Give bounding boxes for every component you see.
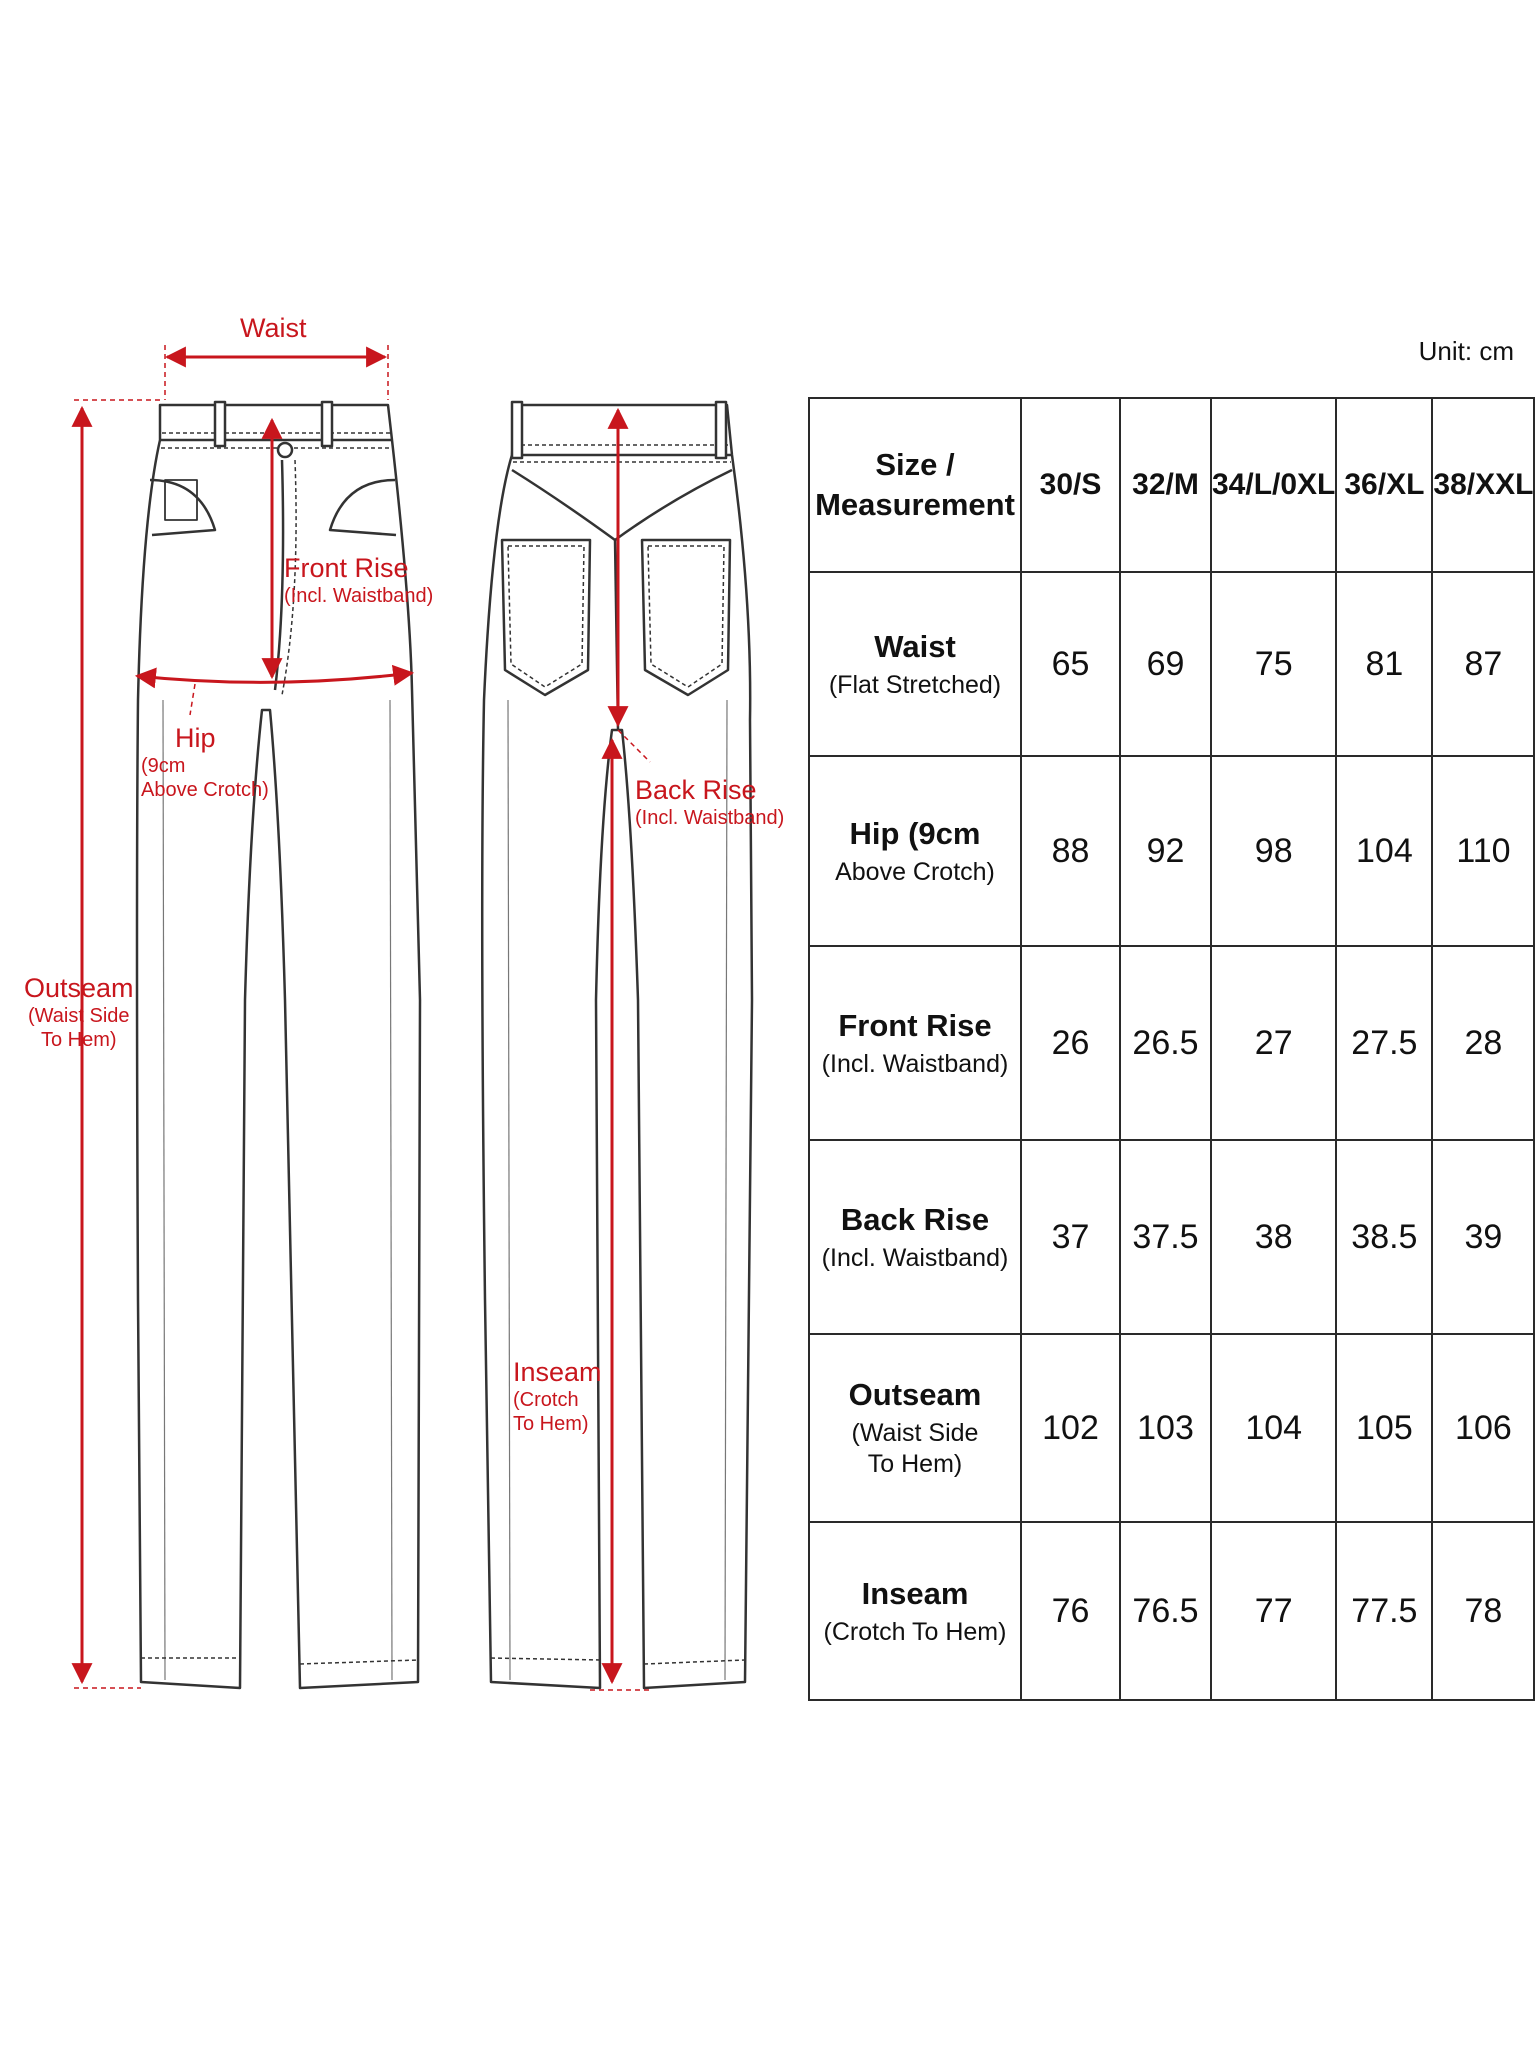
unit-label: Unit: cm <box>1418 336 1514 366</box>
table-cell: 102 <box>1021 1334 1120 1522</box>
table-cell: 38.5 <box>1336 1140 1432 1334</box>
table-cell: 38 <box>1211 1140 1336 1334</box>
table-cell: 110 <box>1432 756 1534 946</box>
table-row <box>809 1140 1534 1334</box>
outseam-label: Outseam (Waist Side To Hem) <box>24 973 134 1052</box>
hip-label: Hip (9cm Above Crotch) <box>141 723 269 802</box>
table-cell: 92 <box>1120 756 1211 946</box>
table-cell: 69 <box>1120 572 1211 756</box>
size-header: 32/M <box>1120 398 1211 572</box>
size-header: 30/S <box>1021 398 1120 572</box>
table-cell: 37 <box>1021 1140 1120 1334</box>
table-cell: 27 <box>1211 946 1336 1140</box>
table-cell: 104 <box>1336 756 1432 946</box>
table-cell: 77.5 <box>1336 1522 1432 1700</box>
table-row <box>809 572 1534 756</box>
table-cell: 105 <box>1336 1334 1432 1522</box>
table-cell: 76.5 <box>1120 1522 1211 1700</box>
size-header: 36/XL <box>1336 398 1432 572</box>
row-header: Inseam (Crotch To Hem) <box>809 1522 1021 1700</box>
header-corner-cell: Size / Measurement <box>809 398 1021 572</box>
table-cell: 88 <box>1021 756 1120 946</box>
table-cell: 87 <box>1432 572 1534 756</box>
table-row <box>809 1522 1534 1700</box>
table-cell: 65 <box>1021 572 1120 756</box>
table-row <box>809 946 1534 1140</box>
table-cell: 77 <box>1211 1522 1336 1700</box>
inseam-label: Inseam (Crotch To Hem) <box>513 1357 602 1436</box>
size-header: 38/XXL <box>1432 398 1534 572</box>
table-cell: 28 <box>1432 946 1534 1140</box>
row-header: Waist (Flat Stretched) <box>809 572 1021 756</box>
table-cell: 106 <box>1432 1334 1534 1522</box>
row-header: Front Rise (Incl. Waistband) <box>809 946 1021 1140</box>
table-cell: 75 <box>1211 572 1336 756</box>
table-cell: 26.5 <box>1120 946 1211 1140</box>
table-cell: 37.5 <box>1120 1140 1211 1334</box>
row-header: Outseam (Waist Side To Hem) <box>809 1334 1021 1522</box>
table-cell: 81 <box>1336 572 1432 756</box>
row-header: Back Rise (Incl. Waistband) <box>809 1140 1021 1334</box>
table-row <box>809 756 1534 946</box>
size-chart-table <box>808 397 1535 1701</box>
table-cell: 104 <box>1211 1334 1336 1522</box>
table-cell: 76 <box>1021 1522 1120 1700</box>
back-rise-label: Back Rise (Incl. Waistband) <box>635 775 785 830</box>
table-row <box>809 1334 1534 1522</box>
table-cell: 78 <box>1432 1522 1534 1700</box>
waist-label: Waist <box>240 313 307 343</box>
table-cell: 103 <box>1120 1334 1211 1522</box>
table-header-row <box>809 398 1534 572</box>
size-header: 34/L/0XL <box>1211 398 1336 572</box>
table-cell: 39 <box>1432 1140 1534 1334</box>
row-header: Hip (9cm Above Crotch) <box>809 756 1021 946</box>
front-rise-label: Front Rise (Incl. Waistband) <box>284 553 434 608</box>
table-cell: 98 <box>1211 756 1336 946</box>
table-cell: 27.5 <box>1336 946 1432 1140</box>
table-cell: 26 <box>1021 946 1120 1140</box>
